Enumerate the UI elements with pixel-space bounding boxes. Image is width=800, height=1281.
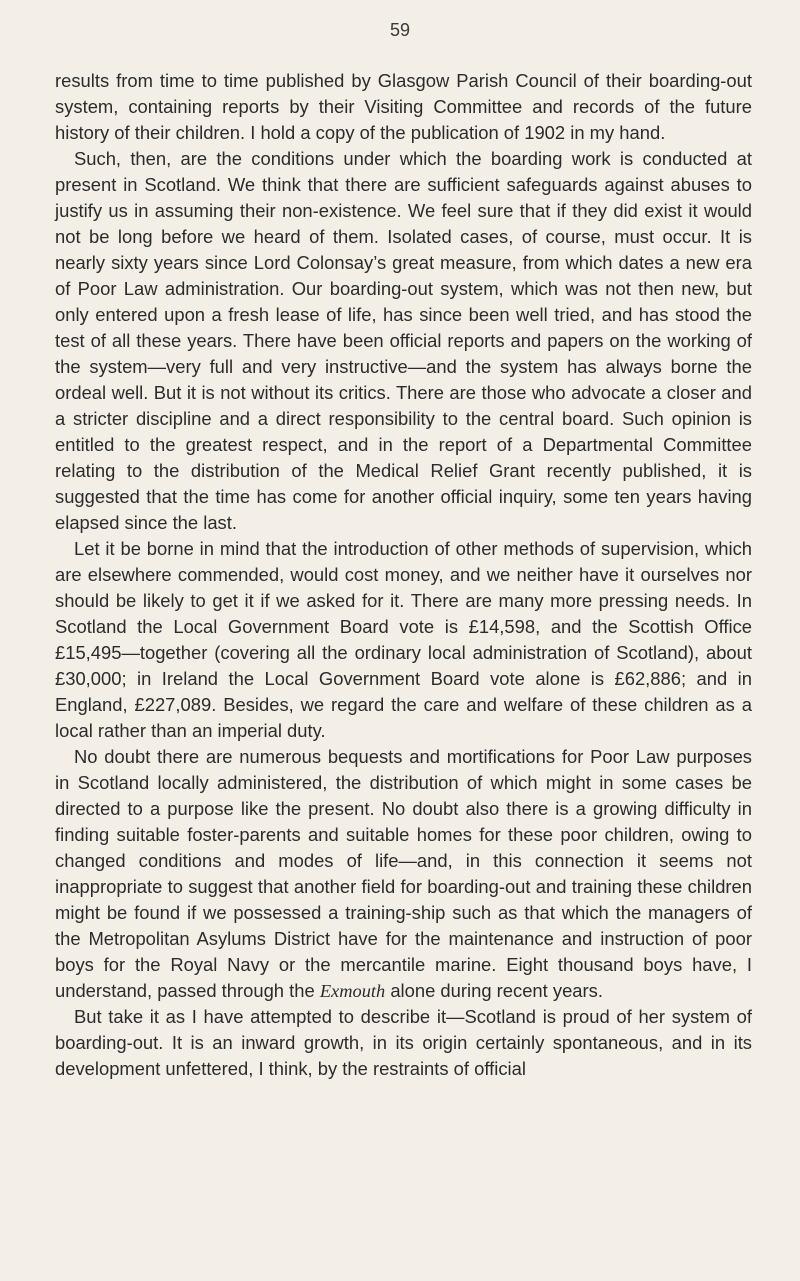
paragraph-continued: results from time to time published by Glasgow Parish Council of their boarding-out system, containing reports by their Visiting Committee and records of the future history of their children. I hold a copy of the publication of 1902 in my hand. bbox=[55, 70, 752, 143]
ship-name: Exmouth bbox=[319, 981, 386, 1001]
paragraph-costs: Let it be borne in mind that the introduction of other methods of supervision, which are elsewhere commended, would cost money, and we neither have it ourselves nor should be likely to get it if we asked for it. There are many more pressing needs. In Scotland the Local Government Board vote is £14,598, and the Scottish Office £15,495—together (covering all the ordinary local administration of Scotland), about £30,000; in Ireland the Local Government Board vote alone is £62,886; and in England, £227,089. Besides, we regard the care and welfare of these children as a local rather than an imperial duty. bbox=[55, 538, 752, 741]
paragraph-conclusion: But take it as I have attempted to describe it—Scotland is proud of her system of boarding-out. It is an inward growth, in its origin certainly spontaneous, and in its development unfettered, I think, by the restraints of official bbox=[55, 1006, 752, 1079]
paragraph-bequests bbox=[55, 744, 752, 1004]
page-number: 59 bbox=[389, 20, 411, 40]
bequests-text-end: alone during recent years. bbox=[385, 980, 603, 1001]
bequests-text: No doubt there are numerous bequests and mortifications for Poor Law purposes in Scotland locally administered, the distribution of which might in some cases be directed to a purpose like the present. No doubt also there is a growing difficulty in finding suitable foster-parents and suitable homes for these poor children, owing to changed conditions and modes of life—and, in this connection it seems not inappropriate to suggest that another field for boarding-out and training these children might be found if we possessed a training-ship such as that which the managers of the Metropolitan Asylums District have for the maintenance and instruction of poor boys for the Royal Navy or the mercantile marine. Eight thousand boys have, I understand, passed through the bbox=[55, 746, 752, 1001]
paragraph-conditions: Such, then, are the conditions under which the boarding work is conducted at present in Scotland. We think that there are sufficient safeguards against abuses to justify us in assuming their non-existence. We feel sure that if they did exist it would not be long before we heard of them. Isolated cases, of course, must occur. It is nearly sixty years since Lord Colonsay’s great measure, from which dates a new era of Poor Law administration. Our boarding-out system, which was not then new, but only entered upon a fresh lease of life, has since been well tried, and has stood the test of all these years. There have been official reports and papers on the working of the system—very full and very instructive—and the system has always borne the ordeal well. But it is not without its critics. There are those who advocate a closer and a stricter discipline and a direct responsibility to the central board. Such opinion is entitled to the greatest respect, and in the report of a Departmental Committee relating to the distribution of the Medical Relief Grant recently published, it is suggested that the time has come for another official inquiry, some ten years having elapsed since the last. bbox=[55, 148, 752, 533]
body-text bbox=[55, 68, 752, 1082]
